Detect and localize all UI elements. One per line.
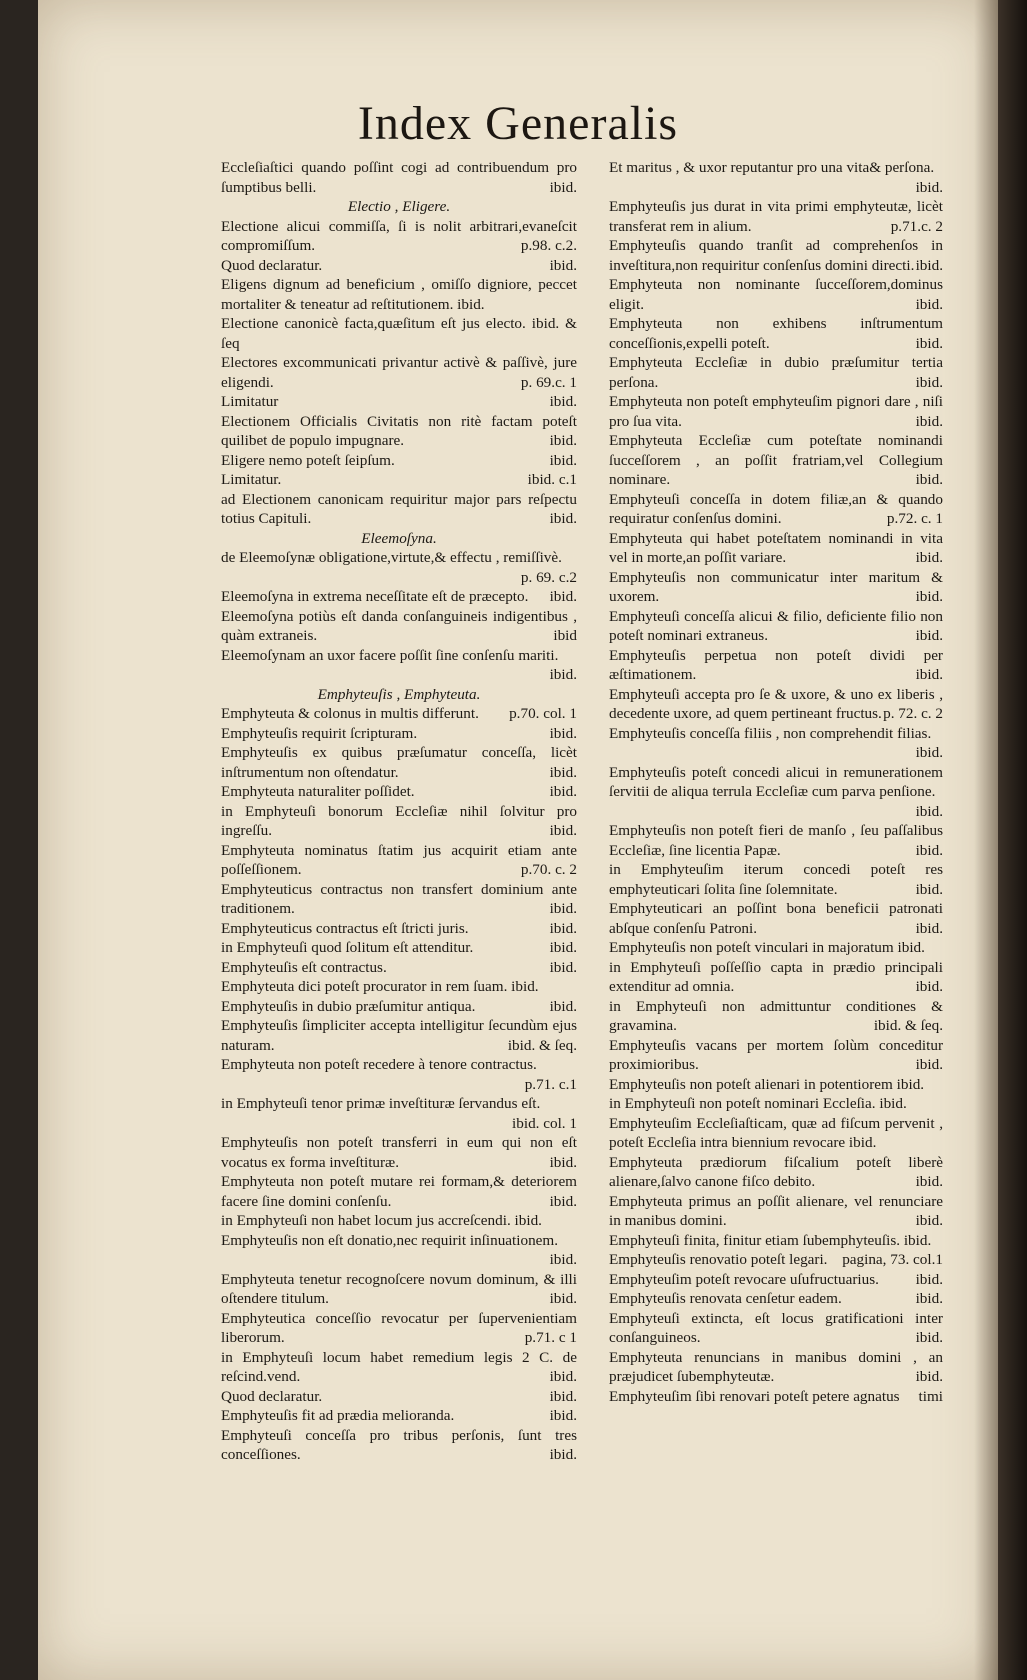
index-entry-page-ref: ibid.	[549, 1387, 577, 1405]
index-entry-text: Emphyteuta naturaliter poſſidet.	[221, 783, 415, 800]
index-entry-text: Emphyteuſis non poteſt fieri de manſo , ſeu paſſalibus Eccleſiæ, ſine licentia Papæ.	[609, 822, 943, 859]
index-entry-text: Emphyteuta Eccleſiæ cum poteſtate nominandi ſucceſſorem , an poſſit fratriam,vel Collegium nominare.	[609, 432, 943, 488]
index-entry	[609, 763, 943, 822]
index-entry	[609, 1387, 943, 1407]
index-entry-page-ref: ibid.	[915, 802, 943, 820]
index-entry-page-ref: ibid.	[915, 1329, 943, 1346]
index-entry-text: Electores excommunicati privantur activè & paſſivè, jure eligendi.	[221, 354, 577, 391]
index-entry	[221, 646, 577, 685]
index-entry-text: Eligens dignum ad beneficium , omiſſo digniore, peccet mortaliter & teneatur ad reſtitutionem. ibid.	[221, 276, 577, 313]
index-entry-text: Emphyteuſi finita, finitur etiam ſubemphyteuſis. ibid.	[609, 1231, 932, 1249]
index-entry	[221, 217, 577, 256]
index-entry	[609, 1192, 943, 1231]
index-entry-text: in Emphyteuſi non habet locum jus accreſcendi. ibid.	[221, 1212, 542, 1229]
index-entry-text: Emphyteuta tenetur recognoſcere novum dominum, & illi oſtendere titulum.	[221, 1270, 577, 1307]
index-entry	[609, 1309, 943, 1348]
index-entry	[221, 1172, 577, 1211]
index-entry	[609, 490, 943, 529]
index-entry-text: Emphyteuticus contractus non transfert dominium ante traditionem.	[221, 880, 577, 917]
index-entry	[221, 158, 577, 197]
index-entry-page-ref: ibid.	[915, 627, 943, 644]
index-entry-text: in Emphyteuſim iterum concedi poteſt res emphyteuticari ſolita ſine ſolemnitate.	[609, 861, 943, 898]
index-entry	[221, 490, 577, 529]
index-entry-text: Emphyteuſis requirit ſcripturam.	[221, 724, 418, 742]
index-entry	[609, 997, 943, 1036]
page-title: Index Generalis	[357, 97, 679, 150]
index-entry	[221, 392, 577, 412]
index-entry-text: Emphyteuſis in dubio præſumitur antiqua.	[221, 997, 476, 1015]
index-entry	[609, 1153, 943, 1192]
index-entry-page-ref: ibid.	[915, 178, 943, 196]
index-entry-text: Emphyteuſis quando tranſit ad comprehenſos in inveſtitura,non requiritur conſenſus domini directi.	[609, 237, 943, 274]
index-entry	[609, 431, 943, 490]
index-section-heading: Emphyteuſis , Emphyteuta.	[317, 685, 481, 703]
index-entry-text: Emphyteuſis vacans per mortem ſolùm conceditur proximioribus.	[609, 1036, 943, 1073]
index-entry	[221, 1231, 577, 1270]
index-entry-page-ref: ibid.	[549, 939, 577, 956]
index-entry-text: Emphyteuta dici poteſt procurator in rem ſuam. ibid.	[221, 978, 539, 995]
index-entry-page-ref: ibid. col. 1	[512, 1114, 577, 1132]
index-entry-page-ref: timi	[918, 1387, 943, 1405]
index-entry	[221, 977, 577, 997]
index-entry-text: Eleemoſynam an uxor facere poſſit ſine conſenſu mariti.	[221, 646, 559, 664]
index-entry-page-ref: ibid.	[549, 178, 577, 196]
index-entry-text: Electionem Officialis Civitatis non ritè factam poteſt quilibet de populo impugnare.	[221, 412, 577, 449]
index-entry	[609, 236, 943, 275]
index-entry-text: Emphyteuta non poteſt recedere à tenore contractus.	[221, 1056, 537, 1073]
index-entry-text: Emphyteutica conceſſio revocatur per ſupervenientiam liberorum.	[221, 1309, 577, 1346]
index-entry-text: Emphyteuta qui habet poteſtatem nominandi in vita vel in morte,an poſſit variare.	[609, 529, 943, 566]
index-entry-text: Emphyteuſi accepta pro ſe & uxore, & uno ex liberis , decedente uxore, ad quem pertineant fructus.	[609, 685, 943, 722]
index-entry	[221, 1055, 577, 1094]
index-entry	[609, 1036, 943, 1075]
index-entry-page-ref: ibid.	[549, 1446, 577, 1463]
index-entry	[609, 685, 943, 724]
index-entry	[609, 958, 943, 997]
index-entry	[609, 392, 943, 431]
index-entry-text: Emphyteuſi extincta, eſt locus gratificationi inter conſanguineos.	[609, 1309, 943, 1346]
index-entry	[221, 841, 577, 880]
index-entry-page-ref: ibid.	[915, 334, 943, 352]
index-column-left	[221, 158, 577, 1465]
index-entry	[221, 1406, 577, 1426]
index-entry	[221, 724, 577, 744]
index-entry	[609, 821, 943, 860]
index-entry	[221, 1387, 577, 1407]
index-entry-page-ref: ibid.	[549, 900, 577, 917]
index-entry	[609, 1270, 943, 1290]
index-entry-text: in Emphyteuſi tenor primæ inveſtituræ ſervandus eſt.	[221, 1095, 541, 1112]
index-entry-text: Et maritus , & uxor reputantur pro una vita& perſona.	[609, 159, 935, 176]
index-entry-page-ref: ibid.	[549, 1251, 577, 1268]
index-entry-page-ref: ibid	[553, 627, 577, 644]
index-entry	[221, 548, 577, 587]
index-entry-page-ref: ibid. & ſeq.	[507, 1036, 577, 1054]
index-entry	[609, 158, 943, 197]
index-entry-page-ref: ibid.	[549, 724, 577, 742]
index-entry-text: Emphyteuſis ſimpliciter accepta intelligitur ſecundùm ejus naturam.	[221, 1017, 577, 1054]
index-entry	[609, 1075, 943, 1095]
index-entry-text: in Emphyteuſi poſſeſſio capta in prædio principali extenditur ad omnia.	[609, 958, 943, 995]
index-entry	[221, 470, 577, 490]
index-entry-text: Emphyteuſim ſibi renovari poteſt petere agnatus	[609, 1387, 900, 1405]
index-entry-page-ref: ibid.	[549, 958, 577, 976]
index-entry-text: Emphyteuticari an poſſint bona beneficii patronati abſque conſenſu Patroni.	[609, 900, 943, 937]
index-entry-text: Eligere nemo poteſt ſeipſum.	[221, 451, 395, 469]
book-binding-edge	[998, 0, 1027, 1680]
index-entry-page-ref: p.98. c.2.	[520, 237, 577, 254]
index-entry-text: Electione canonicè facta,quæſitum eſt jus electo. ibid. & ſeq	[221, 315, 577, 352]
index-entry-page-ref: ibid.	[915, 256, 943, 274]
index-entry-text: in Emphyteuſi bonorum Eccleſiæ nihil ſolvitur pro ingreſſu.	[221, 802, 577, 839]
index-entry-page-ref: ibid.	[549, 822, 577, 839]
index-entry-text: in Emphyteuſi locum habet remedium legis 2 C. de reſcind.vend.	[221, 1348, 577, 1385]
index-entry-text: Emphyteuſis ex quibus præſumatur conceſſa, licèt inſtrumentum non oſtendatur.	[221, 744, 577, 781]
index-entry	[609, 314, 943, 353]
index-entry-text: de Eleemoſynæ obligatione,virtute,& effectu , remiſſivè.	[221, 549, 562, 566]
index-entry-page-ref: ibid.	[549, 256, 577, 274]
index-entry	[221, 802, 577, 841]
index-entry-page-ref: ibid.	[915, 1056, 943, 1073]
index-entry-page-ref: p. 72. c. 2	[883, 705, 943, 722]
index-entry	[221, 743, 577, 782]
index-entry-page-ref: p.72. c. 1	[886, 510, 943, 527]
index-entry	[221, 1426, 577, 1465]
index-entry-page-ref: ibid.	[549, 1290, 577, 1307]
index-entry-page-ref: pagina, 73. col.1	[842, 1251, 943, 1268]
index-entry-text: Emphyteuſis non communicatur inter maritum & uxorem.	[609, 568, 943, 605]
index-entry-page-ref: ibid.	[915, 1270, 943, 1288]
index-entry-page-ref: p.70. c. 2	[520, 861, 577, 878]
index-entry	[609, 1250, 943, 1270]
index-entry-text: Emphyteuſis jus durat in vita primi emphyteutæ, licèt transferat rem in alium.	[609, 198, 943, 235]
index-entry-text: Emphyteuſis renovata cenſetur eadem.	[609, 1290, 842, 1307]
index-entry	[609, 275, 943, 314]
index-entry-text: Emphyteuſis non poteſt alienari in potentiorem ibid.	[609, 1075, 925, 1093]
index-entry-page-ref: ibid.	[549, 588, 577, 605]
index-entry-text: Eleemoſyna in extrema neceſſitate eſt de præcepto.	[221, 588, 529, 605]
index-entry-page-ref: ibid.	[549, 1368, 577, 1385]
index-entry	[221, 1133, 577, 1172]
index-entry	[221, 997, 577, 1017]
index-entry-text: Emphyteuta & colonus in multis differunt.	[221, 705, 479, 722]
index-entry-text: Emphyteuta primus an poſſit alienare, vel renunciare in manibus domini.	[609, 1192, 943, 1229]
index-entry-page-ref: ibid.	[915, 744, 943, 761]
book-page	[38, 0, 998, 1680]
index-entry-page-ref: p.71.c. 2	[890, 217, 943, 235]
index-entry-text: Emphyteuſis fit ad prædia melioranda.	[221, 1407, 455, 1424]
index-entry-text: Emphyteuta renuncians in manibus domini , an præjudicet ſubemphyteutæ.	[609, 1348, 943, 1385]
index-entry-text: Emphyteuſi conceſſa pro tribus perſonis, ſunt tres conceſſiones.	[221, 1426, 577, 1463]
index-entry-text: Emphyteuſis eſt contractus.	[221, 958, 387, 976]
index-entry	[221, 782, 577, 802]
index-entry	[609, 1348, 943, 1387]
index-entry-page-ref: ibid.	[549, 451, 577, 469]
index-entry-text: Emphyteuta Eccleſiæ in dubio præſumitur tertia perſona.	[609, 354, 943, 391]
index-entry	[609, 646, 943, 685]
index-entry-text: in Emphyteuſi quod ſolitum eſt attenditur.	[221, 939, 474, 956]
index-entry	[609, 353, 943, 392]
index-entry	[221, 1094, 577, 1133]
index-entry-text: in Emphyteuſi non poteſt nominari Eccleſia. ibid.	[609, 1095, 907, 1112]
index-entry	[609, 529, 943, 568]
index-column-right	[609, 158, 943, 1406]
index-entry	[609, 899, 943, 938]
index-entry	[221, 587, 577, 607]
index-entry-page-ref: ibid.	[915, 1212, 943, 1229]
index-entry-page-ref: ibid.	[915, 295, 943, 313]
index-entry-page-ref: ibid.	[549, 783, 577, 800]
index-entry	[221, 1211, 577, 1231]
index-entry-page-ref: ibid.	[915, 549, 943, 566]
index-entry-page-ref: ibid.	[549, 393, 577, 410]
index-entry	[609, 1231, 943, 1251]
index-entry-text: Emphyteuticus contractus eſt ſtricti juris.	[221, 919, 469, 937]
index-entry-page-ref: ibid.	[915, 471, 943, 488]
index-entry-page-ref: ibid.	[915, 666, 943, 683]
index-entry-text: in Emphyteuſi non admittuntur conditiones & gravamina.	[609, 997, 943, 1034]
index-entry-page-ref: ibid.	[549, 919, 577, 937]
index-entry-page-ref: ibid.	[915, 1290, 943, 1307]
index-entry	[221, 353, 577, 392]
index-entry-page-ref: p. 69. c.2	[520, 568, 577, 586]
index-entry-text: Emphyteuſis poteſt concedi alicui in remunerationem ſervitii de aliqua terrula Eccleſiæ cum parva penſione.	[609, 763, 943, 800]
index-entry-page-ref: p.71. c 1	[524, 1329, 577, 1346]
index-section-heading: Eleemoſyna.	[361, 529, 437, 547]
index-entry	[221, 607, 577, 646]
index-entry	[221, 275, 577, 314]
index-entry-text: Limitatur.	[221, 471, 282, 488]
index-entry	[609, 568, 943, 607]
index-entry-page-ref: ibid.	[549, 1153, 577, 1171]
index-entry	[221, 958, 577, 978]
index-entry	[609, 607, 943, 646]
index-entry-page-ref: ibid.	[549, 666, 577, 683]
index-entry-text: Emphyteuſim Eccleſiaſticam, quæ ad fiſcum pervenit , poteſt Eccleſia intra biennium revocare ibid.	[609, 1114, 943, 1151]
index-entry-page-ref: ibid.	[549, 1192, 577, 1210]
index-entry	[221, 256, 577, 276]
index-entry-page-ref: ibid.	[915, 1173, 943, 1190]
index-entry-page-ref: ibid. c.1	[527, 471, 577, 488]
index-entry-page-ref: ibid.	[915, 373, 943, 391]
index-entry	[221, 314, 577, 353]
index-entry-page-ref: ibid.	[915, 919, 943, 937]
index-entry-text: ad Electionem canonicam requiritur major pars reſpectu totius Capituli.	[221, 490, 577, 527]
index-entry	[609, 1114, 943, 1153]
index-entry-page-ref: ibid.	[915, 978, 943, 995]
index-entry	[221, 1348, 577, 1387]
index-entry	[221, 919, 577, 939]
index-entry-page-ref: ibid.	[915, 1368, 943, 1385]
index-section-heading: Electio , Eligere.	[347, 198, 451, 215]
index-entry-text: Eccleſiaſtici quando poſſint cogi ad contribuendum pro ſumptibus belli.	[221, 159, 577, 196]
index-entry-text: Emphyteuſis non eſt donatio,nec requirit inſinuationem.	[221, 1231, 559, 1249]
index-entry	[221, 704, 577, 724]
index-entry-text: Emphyteuſim poteſt revocare uſufructuarius.	[609, 1270, 879, 1288]
index-entry-text: Emphyteuta non exhibens inſtrumentum conceſſionis,expelli poteſt.	[609, 315, 943, 352]
index-entry-page-ref: ibid. & ſeq.	[873, 1017, 943, 1034]
index-entry-text: Emphyteuſis non poteſt transferri in eum qui non eſt vocatus ex forma inveſtituræ.	[221, 1134, 577, 1171]
index-entry-page-ref: ibid.	[915, 880, 943, 898]
index-entry-text: Emphyteuſis perpetua non poteſt dividi per æſtimationem.	[609, 646, 943, 683]
index-entry	[609, 1094, 943, 1114]
index-entry	[221, 451, 577, 471]
index-entry-text: Emphyteuſi conceſſa alicui & filio, deficiente filio non poteſt nominari extraneus.	[609, 607, 943, 644]
index-entry-text: Emphyteuta non nominante ſucceſſorem,dominus eligit.	[609, 276, 943, 313]
index-entry-page-ref: ibid.	[549, 432, 577, 449]
index-entry-text: Emphyteuſis renovatio poteſt legari.	[609, 1251, 828, 1268]
index-entry-text: Eleemoſyna potiùs eſt danda conſanguineis indigentibus , quàm extraneis.	[221, 607, 577, 644]
index-entry-text: Emphyteuta non poteſt mutare rei formam,& deteriorem facere ſine domini conſenſu.	[221, 1173, 577, 1210]
index-entry-text: Emphyteuta non poteſt emphyteuſim pignori dare , niſi pro ſua vita.	[609, 393, 943, 430]
index-entry-text: Emphyteuſi conceſſa in dotem filiæ,an & quando requiratur conſenſus domini.	[609, 490, 943, 527]
index-entry	[221, 880, 577, 919]
index-entry-text: Quod declaratur.	[221, 1387, 323, 1405]
index-entry-page-ref: ibid.	[549, 1407, 577, 1424]
index-entry	[609, 1289, 943, 1309]
index-entry-page-ref: ibid.	[915, 412, 943, 430]
index-entry-text: Emphyteuſis conceſſa filiis , non comprehendit filias.	[609, 724, 932, 742]
index-entry-text: Emphyteuta prædiorum fiſcalium poteſt liberè alienare,ſalvo canone fiſco debito.	[609, 1153, 943, 1190]
index-entry-page-ref: ibid.	[549, 997, 577, 1015]
index-entry	[609, 938, 943, 958]
index-entry-page-ref: ibid.	[915, 841, 943, 859]
index-entry-text: Emphyteuſis non poteſt vinculari in majoratum ibid.	[609, 939, 925, 956]
index-entry-page-ref: p.70. col. 1	[509, 705, 577, 722]
index-entry-page-ref: ibid.	[549, 510, 577, 527]
index-entry-page-ref: ibid.	[915, 588, 943, 605]
index-entry	[221, 1016, 577, 1055]
index-entry-text: Emphyteuta nominatus ſtatim jus acquirit etiam ante poſſeſſionem.	[221, 841, 577, 878]
index-entry-page-ref: ibid.	[549, 763, 577, 781]
index-entry	[221, 412, 577, 451]
index-entry-text: Limitatur	[221, 393, 279, 410]
index-entry-text: Quod declaratur.	[221, 256, 323, 274]
index-entry	[609, 724, 943, 763]
index-entry	[221, 1270, 577, 1309]
index-entry	[221, 1309, 577, 1348]
index-entry-page-ref: p. 69.c. 1	[520, 373, 577, 391]
index-entry	[609, 860, 943, 899]
index-entry	[221, 938, 577, 958]
index-entry-text: Electione alicui commiſſa, ſi is nolit arbitrari,evaneſcit compromiſſum.	[221, 217, 577, 254]
index-entry-page-ref: p.71. c.1	[524, 1075, 577, 1093]
index-entry	[609, 197, 943, 236]
